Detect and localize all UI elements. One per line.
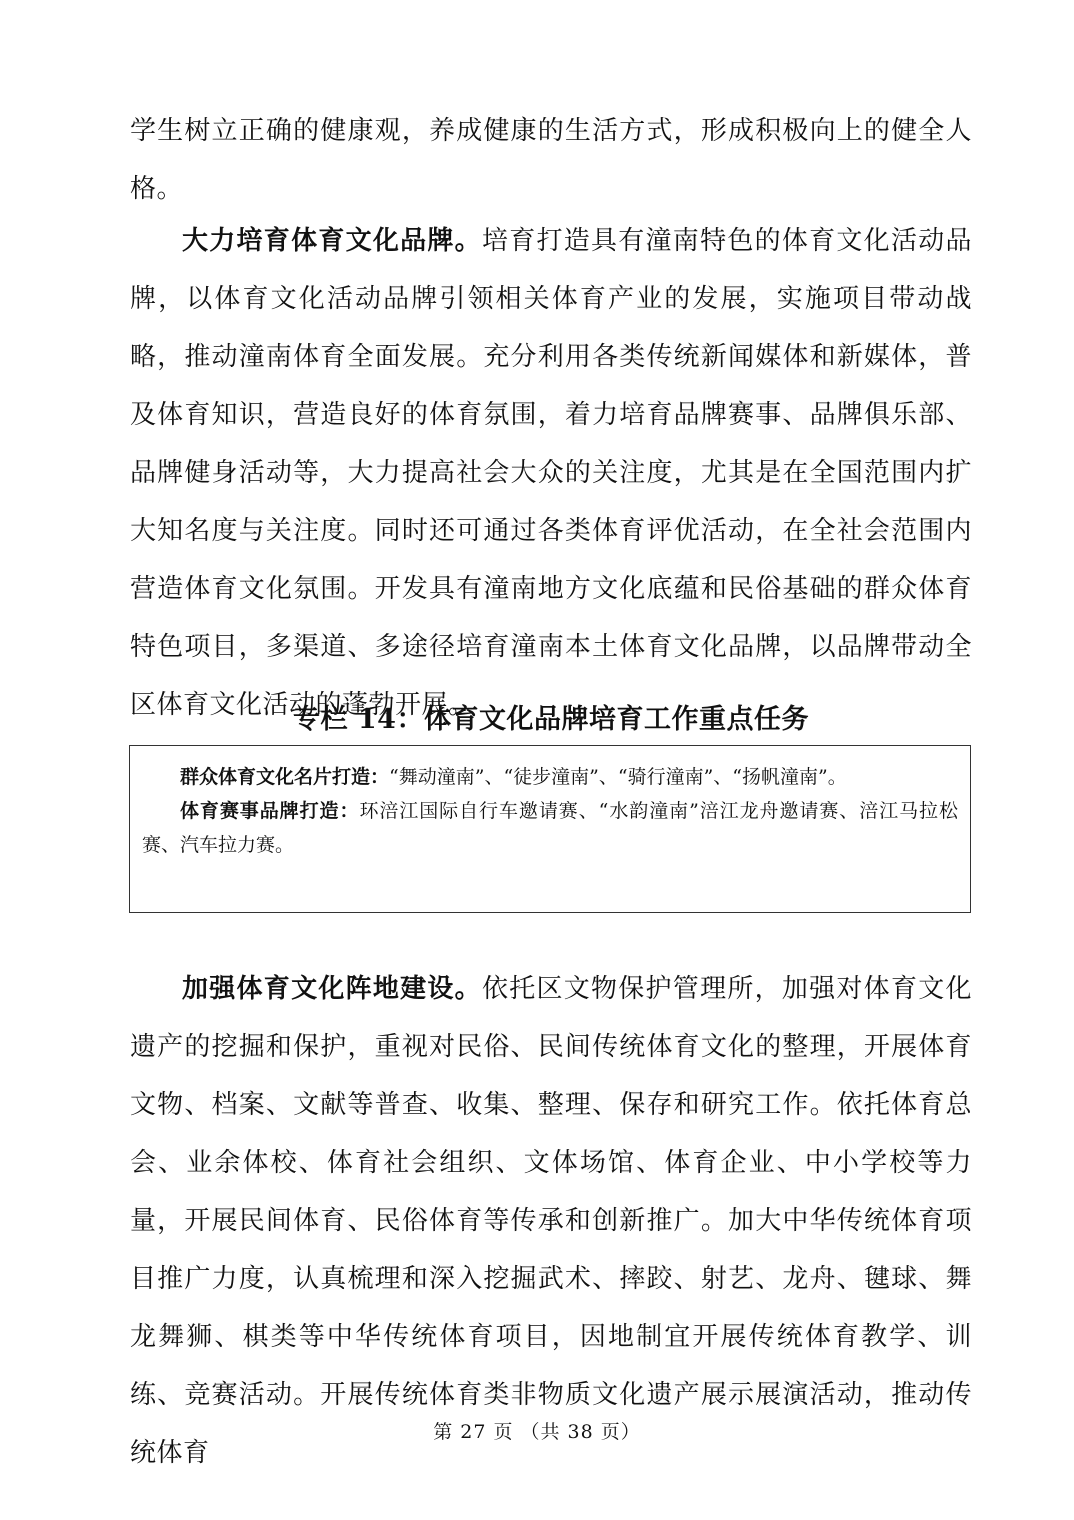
paragraph-continuation [130, 102, 972, 218]
column-item-label: 体育赛事品牌打造： [180, 800, 360, 822]
column-item [142, 760, 958, 794]
page-footer: 第 27 页 （共 38 页） [433, 1421, 641, 1443]
column-item [142, 794, 958, 862]
paragraph-text: 依托区文物保护管理所，加强对体育文化遗产的挖掘和保护，重视对民俗、民间传统体育文化的整理，开展体育文物、档案、文献等普查、收集、整理、保存和研究工作。依托体育总会、业余体校、体育社会组织、文体场馆、体育企业、中小学校等力量，开展民间体育、民俗体育等传承和创新推广。加大中华传统体育项目推广力度，认真梳理和深入挖掘武术、摔跤、射艺、龙舟、毽球、舞龙舞狮、棋类等中华传统体育项目，因地制宜开展传统体育教学、训练、竞赛活动。开展传统体育类非物质文化遗产展示展演活动，推动传统体育 [130, 974, 972, 1468]
column-item-text: “舞动潼南”、“徒步潼南”、“骑行潼南”、“扬帆潼南”。 [389, 766, 847, 788]
paragraph-lead-heading: 大力培育体育文化品牌。 [182, 226, 482, 256]
paragraph-lead-heading: 加强体育文化阵地建设。 [182, 974, 482, 1004]
paragraph-brand [130, 212, 972, 734]
paragraph-text: 培育打造具有潼南特色的体育文化活动品牌，以体育文化活动品牌引领相关体育产业的发展，实施项目带动战略，推动潼南体育全面发展。充分利用各类传统新闻媒体和新媒体，普及体育知识，营造良好的体育氛围，着力培育品牌赛事、品牌俱乐部、品牌健身活动等，大力提高社会大众的关注度，尤其是在全国范围内扩大知名度与关注度。同时还可通过各类体育评优活动，在全社会范围内营造体育文化氛围。开发具有潼南地方文化底蕴和民俗基础的群众体育特色项目，多渠道、多途径培育潼南本土体育文化品牌，以品牌带动全区体育文化活动的蓬勃开展。 [130, 226, 972, 720]
paragraph-heritage [130, 960, 972, 1482]
column-item-label: 群众体育文化名片打造： [180, 766, 390, 788]
column-box [129, 745, 971, 913]
paragraph-text: 学生树立正确的健康观，养成健康的生活方式，形成积极向上的健全人格。 [130, 116, 972, 204]
column-title: 专栏 14：体育文化品牌培育工作重点任务 [293, 704, 809, 735]
column-item-text: 环涪江国际自行车邀请赛、“水韵潼南”涪江龙舟邀请赛、涪江马拉松赛、汽车拉力赛。 [142, 800, 958, 856]
